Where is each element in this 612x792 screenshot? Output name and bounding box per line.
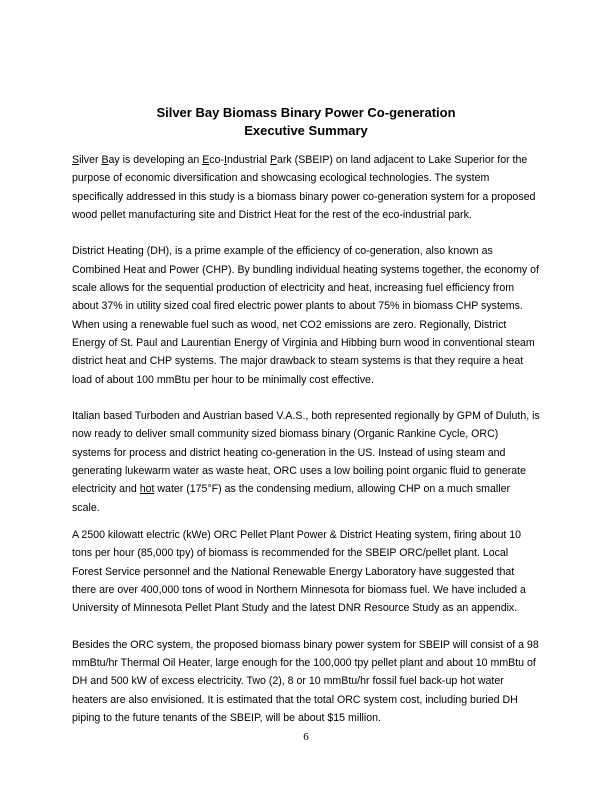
paragraph-orc-systems [72, 407, 540, 517]
paragraph-text: co- [209, 154, 224, 166]
paragraph-intro [72, 151, 540, 224]
underlined-word-hot: hot [139, 483, 155, 496]
paragraph-text: ndustrial [226, 154, 270, 166]
underlined-initial-p: P [269, 154, 278, 166]
paragraph-system-components: Besides the ORC system, the proposed biomass binary power system for SBEIP will consist of a 98 mmBtu/hr Thermal Oil Heater, large enough for the 100,000 tpy pellet plant and about 10 mmBtu of DH and 500 kW of excess electricity. Two (2), 8 or 10 mmBtu/hr fossil fuel back-up hot water heaters are also envisioned. It is estimated that the total ORC system cost, including buried DH piping to the future tenants of the SBEIP, will be about $15 million. [72, 638, 539, 724]
underlined-initial-b: B [101, 154, 109, 166]
document-title [72, 104, 540, 140]
title-line-2: Executive Summary [244, 123, 368, 138]
paragraph-pellet-plant: A 2500 kilowatt electric (kWe) ORC Pellet Plant Power & District Heating system, firing about 10 tons per hour (85,000 tpy) of biomass is recommended for the SBEIP ORC/pellet plant. Local Forest Service personnel and the National Renewable Energy Laboratory have suggested that there are over 400,000 tons of wood in Northern Minnesota for biomass fuel. We have included a University of Minnesota Pellet Plant Study and the latest DNR Resource Study as an appendix. [72, 528, 526, 615]
page-number: 6 [303, 731, 309, 743]
underlined-initial-e: E [202, 154, 210, 166]
title-line-1: Silver Bay Biomass Binary Power Co-generation [156, 105, 456, 120]
underlined-initial-i: I [223, 154, 227, 166]
underlined-initial-s: S [72, 154, 80, 166]
paragraph-text: ay is developing an [108, 154, 203, 166]
paragraph-text: ark (SBEIP) on land adjacent to Lake Superior for the purpose of economic diversification and showcasing ecological technologies. The system specifically addressed in this study is a biomass binary power co-generation system for a proposed wood pellet manufacturing site and District Heat for the rest of the eco-industrial park. [72, 154, 536, 221]
paragraph-text: water (175°F) as the condensing medium, allowing CHP on a much smaller scale. [72, 483, 511, 514]
paragraph-district-heating: District Heating (DH), is a prime example of the efficiency of co-generation, also known as Combined Heat and Power (CHP). By bundling individual heating systems together, the economy of scale allows for the sequential production of electricity and heat, increasing fuel efficiency from about 37% in utility sized coal fired electric power plants to about 75% in biomass CHP systems. When using a renewable fuel such as wood, net CO2 emissions are zero. Regionally, District Energy of St. Paul and Laurentian Energy of Virginia and Hibbing burn wood in conventional steam district heat and CHP systems. The major drawback to steam systems is that they require a heat load of about 100 mmBtu per hour to be minimally cost effective. [72, 245, 539, 386]
paragraph-text: ilver [79, 154, 102, 166]
paragraph-text: Italian based Turboden and Austrian based V.A.S., both represented regionally by GPM of Duluth, is now ready to deliver small community sized biomass binary (Organic Rankine Cycle, ORC) systems for process and district heating co-generation in the US. Instead of using steam and generating lukewarm water as waste heat, ORC uses a low boiling point organic fluid to generate electricity and [72, 410, 540, 496]
document-body [72, 151, 540, 727]
